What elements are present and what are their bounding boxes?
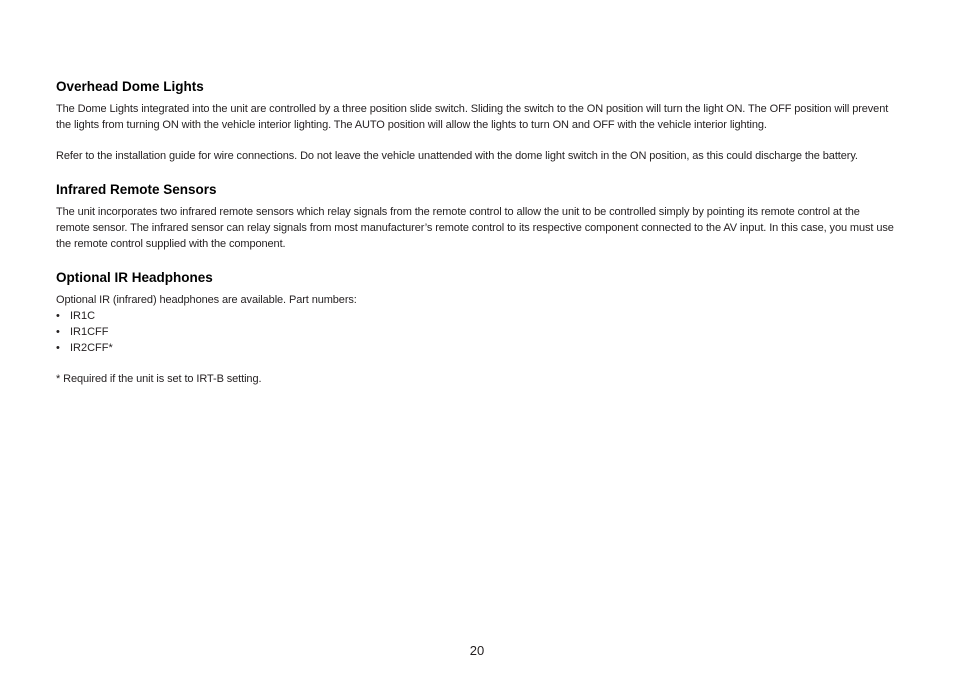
- page-number: 20: [469, 643, 485, 658]
- list-item: [56, 308, 896, 324]
- page-content: [56, 78, 896, 387]
- paragraph: The unit incorporates two infrared remote sensors which relay signals from the remote control to allow the unit to be controlled simply by pointing its remote control at the remote sensor. The infrared sensor can relay signals from most manufacturer’s remote control to its respective component connected to the AV input. In this case, you must use the remote control supplied with the component.: [56, 206, 894, 250]
- list-item: [56, 324, 896, 340]
- part-number: IR1C: [70, 310, 96, 322]
- list-item: [56, 340, 896, 356]
- part-number: IR2CFF*: [70, 342, 113, 354]
- footnote: * Required if the unit is set to IRT-B setting.: [56, 373, 262, 385]
- paragraph: The Dome Lights integrated into the unit are controlled by a three position slide switch. Sliding the switch to the ON position will turn the light ON. The OFF position will prevent the lights from turning ON with the vehicle interior lighting. The AUTO position will allow the lights to turn ON and OFF with the vehicle interior lighting.: [56, 103, 889, 131]
- part-number-list: [56, 308, 896, 356]
- section-optional-ir-headphones: [56, 269, 896, 387]
- section-infrared-remote-sensors: [56, 181, 896, 252]
- section-heading: Infrared Remote Sensors: [56, 182, 217, 197]
- bullet-icon: •: [56, 326, 60, 338]
- section-overhead-dome-lights: [56, 78, 896, 164]
- paragraph: Refer to the installation guide for wire connections. Do not leave the vehicle unattended with the dome light switch in the ON position, as this could discharge the battery.: [56, 150, 858, 162]
- paragraph: Optional IR (infrared) headphones are available. Part numbers:: [56, 294, 357, 306]
- part-number: IR1CFF: [70, 326, 109, 338]
- bullet-icon: •: [56, 342, 60, 354]
- section-heading: Overhead Dome Lights: [56, 79, 204, 94]
- section-heading: Optional IR Headphones: [56, 270, 213, 285]
- bullet-icon: •: [56, 310, 60, 322]
